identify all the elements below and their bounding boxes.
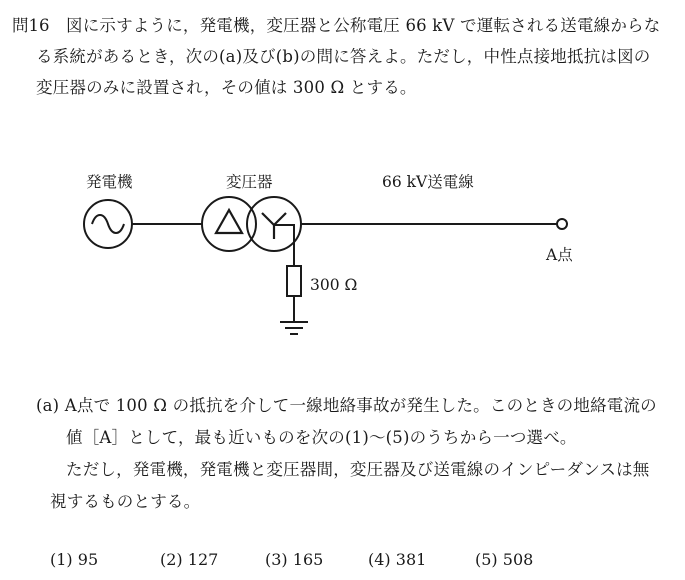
intro-line-3: 変圧器のみに設置され，その値は 300 Ω とする。 [36,78,417,97]
choice-label: (5) [475,550,498,569]
part-a-line-3: ただし，発電機，発電機と変圧器間，変圧器及び送電線のインピーダンスは無 [66,460,650,479]
choice-value: 381 [395,550,427,569]
resistor-label: 300 Ω [310,276,358,294]
sine-icon [92,215,124,233]
part-a-line-4: 視するものとする。 [50,492,201,511]
intro-line-1: 図に示すように，発電機，変圧器と公称電圧 66 kV で運転される送電線からな [66,16,661,35]
grounding-resistor [287,266,301,296]
point-a-terminal [557,219,567,229]
choice-label: (2) [160,550,183,569]
choice-4 [368,550,426,569]
intro-line-2: る系統があるとき，次の(a)及び(b)の問に答えよ。ただし，中性点接地抵抗は図の [36,47,651,66]
choice-label: (1) [50,550,73,569]
part-a-line-2: 値［A］として，最も近いものを次の(1)～(5)のうちから一つ選べ。 [66,428,577,447]
generator-label: 発電機 [86,173,133,191]
choice-1 [50,550,98,569]
choice-value: 127 [187,550,219,569]
choice-value: 95 [77,550,99,569]
choice-2 [160,550,218,569]
choice-value: 508 [502,550,534,569]
choice-value: 165 [292,550,324,569]
choice-label: (4) [368,550,391,569]
delta-icon [216,210,242,233]
point-a-label: A点 [546,246,573,264]
question-number: 問16 [12,16,50,35]
line-label: 66 kV送電線 [382,173,474,191]
choice-3 [265,550,323,569]
choice-5 [475,550,533,569]
choice-label: (3) [265,550,288,569]
transformer-label: 変圧器 [226,173,273,191]
part-a-line-1: (a) A点で 100 Ω の抵抗を介して一線地絡事故が発生した。このときの地絡電流の [36,396,657,415]
